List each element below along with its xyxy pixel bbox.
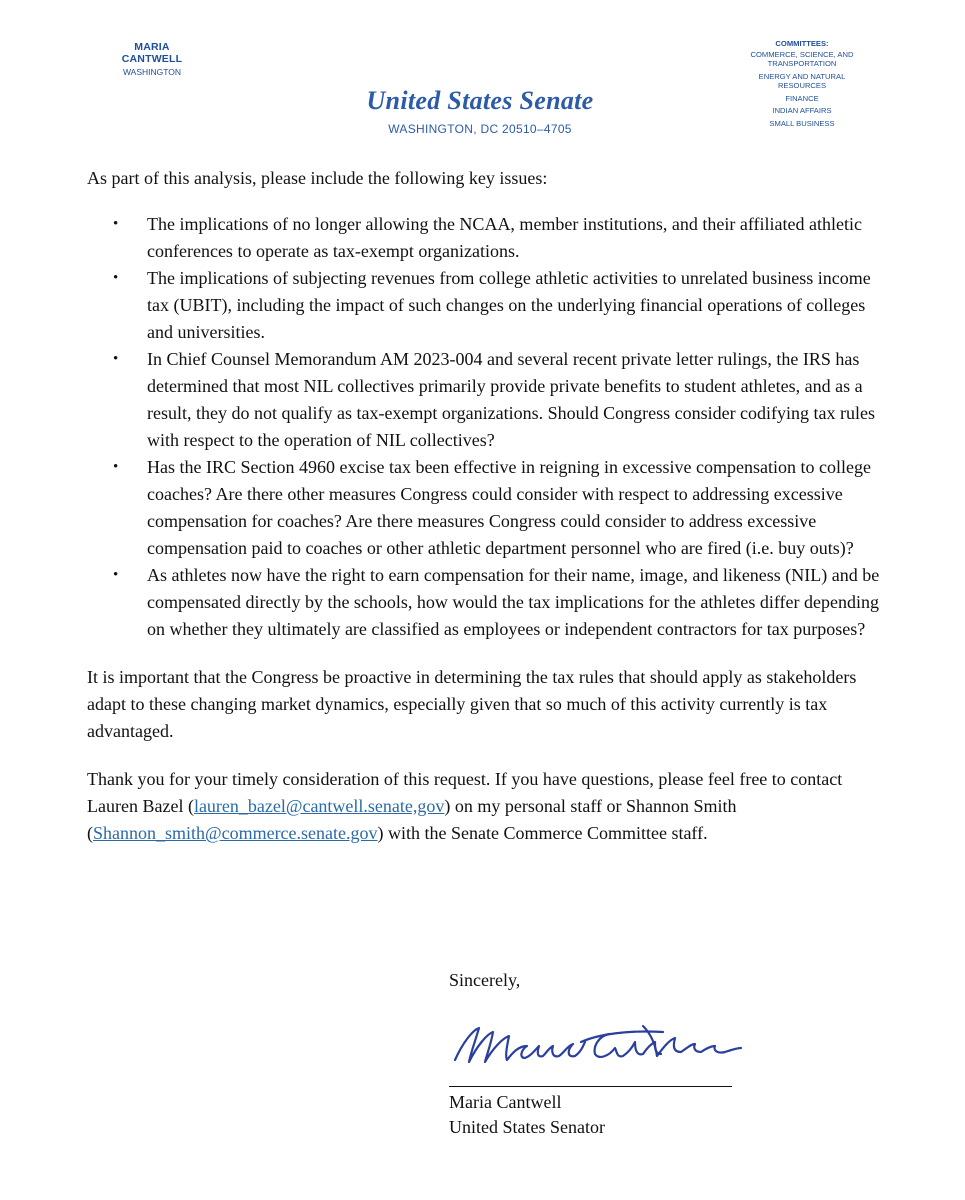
importance-paragraph: It is important that the Congress be proactive in determining the tax rules that should apply as stakeholders adapt to these changing market dynamics, especially given that so much of this activity currently is tax advantaged.	[87, 667, 857, 741]
bullet-icon: •	[113, 459, 119, 475]
senator-state: WASHINGTON	[122, 67, 182, 77]
issues-list	[87, 211, 887, 643]
thanks-paragraph	[87, 766, 887, 847]
list-item	[87, 562, 887, 643]
committee-item: COMMERCE, SCIENCE, AND TRANSPORTATION	[750, 49, 854, 68]
letter-body	[87, 165, 887, 847]
issue-text: The implications of subjecting revenues from college athletic activities to unrelated business income tax (UBIT), including the impact of such changes on the underlying financial operations of colleges and universities.	[147, 268, 871, 342]
letterhead-title-block	[330, 86, 630, 136]
signatory-name: Maria Cantwell	[449, 1092, 562, 1112]
list-item	[87, 211, 887, 265]
list-item	[87, 265, 887, 346]
committee-item: INDIAN AFFAIRS	[772, 106, 832, 115]
signatory-block	[449, 1090, 605, 1140]
committees-heading: COMMITTEES:	[775, 39, 829, 48]
bullet-icon: •	[113, 216, 119, 232]
signatory-title: United States Senator	[449, 1117, 605, 1137]
bullet-icon: •	[113, 567, 119, 583]
committee-item: ENERGY AND NATURAL RESOURCES	[758, 71, 846, 90]
letterhead-senator	[103, 41, 201, 77]
list-item	[87, 346, 887, 454]
signature-line	[449, 1086, 732, 1087]
handwritten-signature	[449, 1012, 749, 1082]
thanks-text: Thank you for your timely consideration of this request. If you have questions, please feel free to contact Lauren Bazel (	[87, 769, 843, 816]
senate-title: United States Senate	[366, 86, 594, 115]
bullet-icon: •	[113, 270, 119, 286]
issue-text: In Chief Counsel Memorandum AM 2023-004 and several recent private letter rulings, the IRS has determined that most NIL collectives primarily provide private benefits to student athletes, and as a result, they do not qualify as tax-exempt organizations. Should Congress consider codifying tax rules with respect to the operation of NIL collectives?	[147, 349, 876, 450]
bullet-icon: •	[113, 351, 119, 367]
committees-block	[737, 39, 867, 131]
issue-text: Has the IRC Section 4960 excise tax been effective in reigning in excessive compensation to college coaches? Are there other measures Congress could consider with respect to addressing excessive compensation for coaches? Are there measures Congress could consider to address excessive compensation paid to coaches or other athletic department personnel who are fired (i.e. buy outs)?	[147, 457, 871, 558]
senator-name: MARIA CANTWELL	[121, 41, 183, 65]
committee-item: FINANCE	[785, 93, 819, 103]
email-link-smith[interactable]: Shannon_smith@commerce.senate.gov	[93, 823, 378, 843]
thanks-text: ) with the Senate Commerce Committee staff.	[377, 823, 708, 843]
senate-address: WASHINGTON, DC 20510–4705	[388, 122, 572, 136]
thanks-text: ) on my personal staff or Shannon Smith (	[87, 796, 737, 843]
list-item	[87, 454, 887, 562]
issue-text: The implications of no longer allowing the NCAA, member institutions, and their affiliated athletic conferences to operate as tax-exempt organizations.	[147, 214, 863, 261]
committee-item: SMALL BUSINESS	[769, 118, 835, 128]
email-link-bazel[interactable]: lauren_bazel@cantwell.senate,gov	[193, 796, 445, 816]
issue-text: As athletes now have the right to earn compensation for their name, image, and likeness (NIL) and be compensated directly by the schools, how would the tax implications for the athletes differ depending on whether they ultimately are classified as employees or independent contractors for tax purposes?	[147, 565, 880, 639]
intro-paragraph: As part of this analysis, please include the following key issues:	[87, 168, 548, 188]
closing: Sincerely,	[449, 970, 521, 990]
